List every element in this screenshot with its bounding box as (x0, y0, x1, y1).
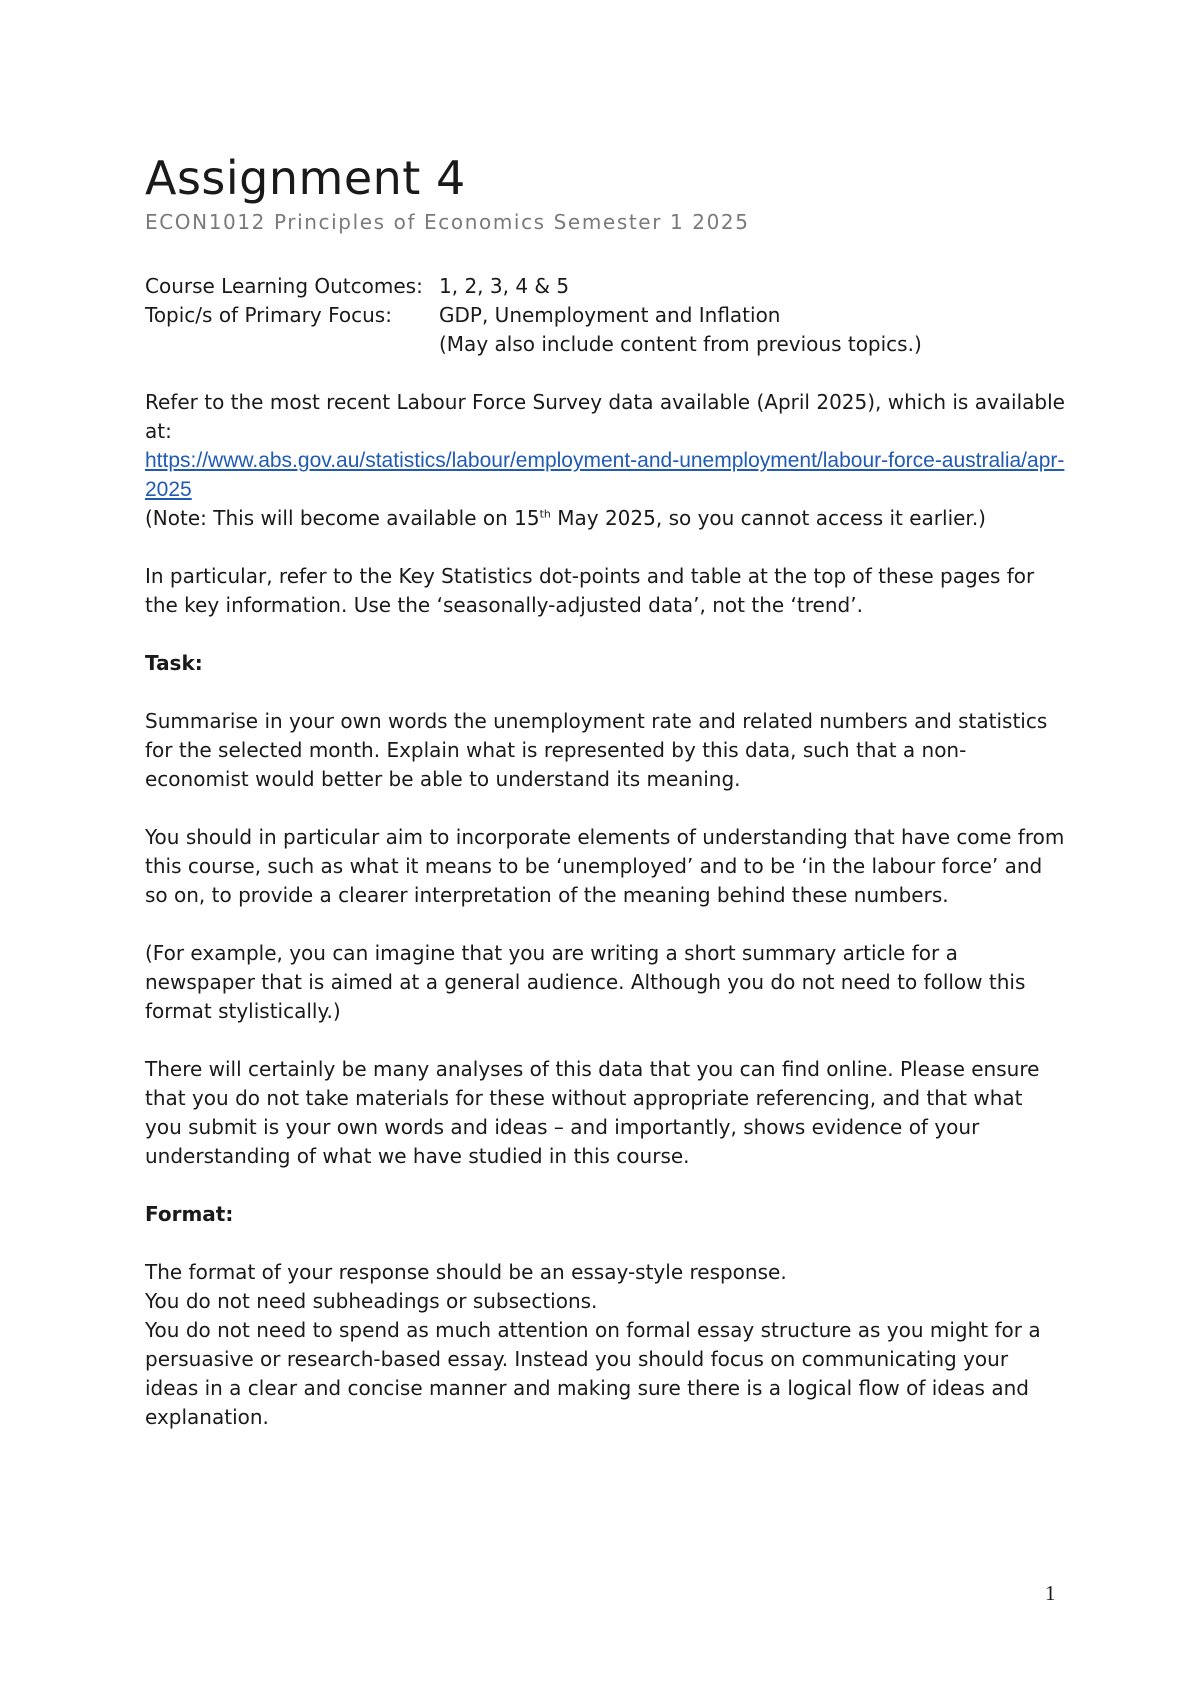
format-line-3: You do not need to spend as much attention on formal essay structure as you might for a persuasive or research-based essay. Instead you should focus on communicating your ideas in a clear and concise manner and making sure there is a logical flow of ideas and explanation. (145, 1318, 1041, 1429)
note-superscript: th (539, 507, 551, 521)
availability-note (145, 504, 1065, 533)
focus-note-row (145, 330, 1065, 359)
focus-label: Topic/s of Primary Focus: (145, 303, 392, 327)
course-meta (145, 272, 1065, 359)
page-number: 1 (1045, 1581, 1056, 1605)
link-paragraph (145, 446, 1065, 504)
outcomes-label: Course Learning Outcomes: (145, 274, 423, 298)
abs-data-link[interactable]: https://www.abs.gov.au/statistics/labour/employment-and-unemployment/labour-force-australia/apr-2025 (145, 449, 1065, 501)
document-subtitle: ECON1012 Principles of Economics Semester 1 2025 (145, 210, 750, 234)
format-heading: Format: (145, 1202, 234, 1226)
format-line-1: The format of your response should be an essay-style response. (145, 1260, 787, 1284)
outcomes-row (145, 272, 1065, 301)
document-page (145, 150, 1065, 1432)
refer-paragraph: Refer to the most recent Labour Force Survey data available (April 2025), which is available at: (145, 390, 1065, 443)
document-title: Assignment 4 (145, 151, 466, 205)
focus-row (145, 301, 1065, 330)
task-paragraph-2: You should in particular aim to incorporate elements of understanding that have come from this course, such as what it means to be ‘unemployed’ and to be ‘in the labour force’ and so on, to provide a clearer interpretation of the meaning behind these numbers. (145, 825, 1065, 907)
focus-value: GDP, Unemployment and Inflation (439, 303, 781, 327)
format-line-2: You do not need subheadings or subsections. (145, 1289, 598, 1313)
task-paragraph-3: (For example, you can imagine that you are writing a short summary article for a newspaper that is aimed at a general audience. Although you do not need to follow this format stylistically.) (145, 941, 1026, 1023)
task-heading: Task: (145, 651, 203, 675)
task-paragraph-1: Summarise in your own words the unemployment rate and related numbers and statistics for the selected month. Explain what is represented by this data, such that a non-economist would better be able to understand its meaning. (145, 709, 1048, 791)
task-paragraph-4: There will certainly be many analyses of this data that you can find online. Please ensure that you do not take materials for these without appropriate referencing, and that what you submit is your own words and ideas – and importantly, shows evidence of your understanding of what we have studied in this course. (145, 1057, 1040, 1168)
note-text-start: (Note: This will become available on 15 (145, 506, 540, 530)
key-statistics-paragraph: In particular, refer to the Key Statistics dot-points and table at the top of these pages for the key information. Use the ‘seasonally-adjusted data’, not the ‘trend’. (145, 564, 1035, 617)
outcomes-value: 1, 2, 3, 4 & 5 (439, 274, 570, 298)
focus-note: (May also include content from previous topics.) (439, 332, 922, 356)
note-text-end: May 2025, so you cannot access it earlier.) (550, 506, 986, 530)
